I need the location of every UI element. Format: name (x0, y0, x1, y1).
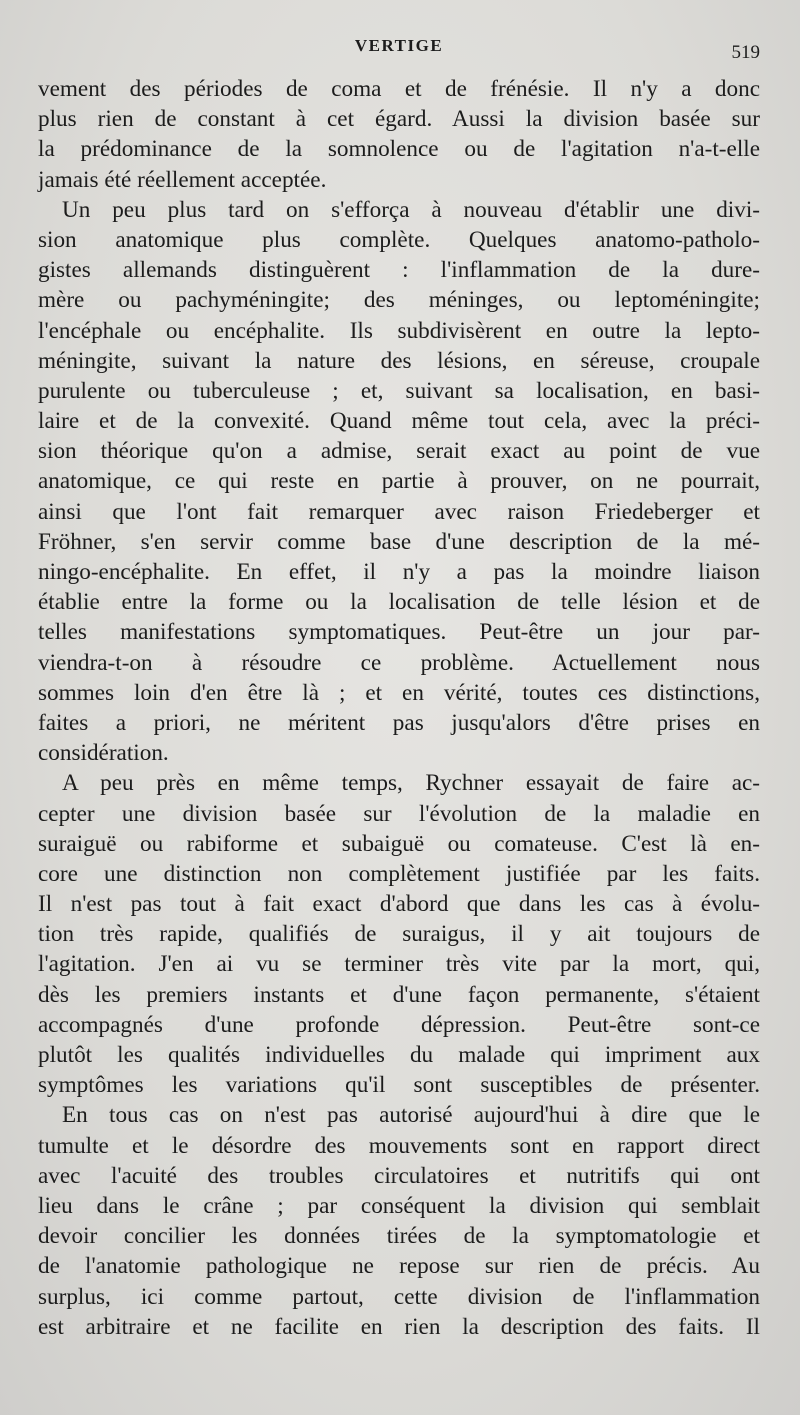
text-line: dès les premiers instants et d'une façon permanente, s'étaient (38, 981, 760, 1008)
paragraph-2 (38, 195, 760, 769)
text-line: mère ou pachyméningite; des méninges, ou leptoméningite; (38, 287, 760, 314)
text-line: Un peu plus tard on s'efforça à nouveau d'établir une divi- (62, 196, 760, 223)
running-title: VERTIGE (354, 36, 444, 55)
text-line: gistes allemands distinguèrent : l'inflammation de la dure- (38, 257, 760, 284)
text-line: anatomique, ce qui reste en partie à prouver, on ne pourrait, (38, 468, 760, 495)
text-line: telles manifestations symptomatiques. Peut-être un jour par- (38, 619, 760, 646)
text-line: sommes loin d'en être là ; et en vérité, toutes ces distinctions, (38, 679, 760, 706)
text-line: symptômes les variations qu'il sont susceptibles de présenter. (38, 1072, 760, 1099)
text-line: devoir concilier les données tirées de la symptomatologie et (38, 1223, 760, 1250)
text-line: méningite, suivant la nature des lésions, en séreuse, croupale (38, 347, 760, 374)
text-line: établie entre la forme ou la localisation de telle lésion et de (38, 589, 760, 616)
text-line: sion anatomique plus complète. Quelques anatomo-patholo- (38, 226, 760, 253)
running-head (38, 36, 760, 66)
text-line: En tous cas on n'est pas autorisé aujourd'hui à dire que le (62, 1102, 760, 1129)
text-line: core une distinction non complètement justifiée par les faits. (38, 860, 760, 887)
text-line: tumulte et le désordre des mouvements sont en rapport direct (38, 1132, 760, 1159)
text-line: considération. (38, 740, 169, 767)
text-line: plus rien de constant à cet égard. Aussi la division basée sur (38, 106, 760, 133)
paragraph-1 (38, 74, 760, 195)
text-line: la prédominance de la somnolence ou de l'agitation n'a-t-elle (38, 136, 760, 163)
text-line: faites a priori, ne méritent pas jusqu'alors d'être prises en (38, 709, 760, 736)
text-line: suraiguë ou rabiforme et subaiguë ou comateuse. C'est là en- (38, 830, 760, 857)
text-line: surplus, ici comme partout, cette division de l'inflammation (38, 1283, 760, 1310)
body-text (38, 74, 760, 1342)
paragraph-3 (38, 768, 760, 1100)
text-line: lieu dans le crâne ; par conséquent la division qui semblait (38, 1192, 760, 1219)
text-line: l'agitation. J'en ai vu se terminer très vite par la mort, qui, (38, 951, 760, 978)
text-line: ainsi que l'ont fait remarquer avec raison Friedeberger et (38, 498, 760, 525)
text-line: viendra-t-on à résoudre ce problème. Actuellement nous (38, 649, 760, 676)
text-line: avec l'acuité des troubles circulatoires et nutritifs qui ont (38, 1162, 760, 1189)
text-line: tion très rapide, qualifiés de suraigus, il y ait toujours de (38, 921, 760, 948)
page-number: 519 (731, 42, 760, 63)
text-line: est arbitraire et ne facilite en rien la description des faits. Il (38, 1313, 760, 1340)
text-line: laire et de la convexité. Quand même tout cela, avec la préci- (38, 408, 760, 435)
text-line: purulente ou tuberculeuse ; et, suivant sa localisation, en basi- (38, 377, 760, 404)
text-line: cepter une division basée sur l'évolution de la maladie en (38, 800, 760, 827)
text-line: ningo-encéphalite. En effet, il n'y a pas la moindre liaison (38, 559, 760, 585)
text-line: plutôt les qualités individuelles du malade qui impriment aux (38, 1042, 760, 1068)
text-line: accompagnés d'une profonde dépression. Peut-être sont-ce (38, 1011, 760, 1038)
text-line: sion théorique qu'on a admise, serait exact au point de vue (38, 438, 760, 465)
text-line: de l'anatomie pathologique ne repose sur rien de précis. Au (38, 1253, 760, 1280)
paragraph-4 (38, 1100, 760, 1342)
text-line: A peu près en même temps, Rychner essayait de faire ac- (62, 770, 760, 797)
text-line: l'encéphale ou encéphalite. Ils subdivisèrent en outre la lepto- (38, 317, 760, 344)
text-line: Fröhner, s'en servir comme base d'une description de la mé- (38, 528, 760, 555)
text-line: jamais été réellement acceptée. (38, 166, 327, 193)
text-line: vement des périodes de coma et de frénésie. Il n'y a donc (38, 76, 760, 102)
text-line: Il n'est pas tout à fait exact d'abord que dans les cas à évolu- (38, 891, 761, 918)
